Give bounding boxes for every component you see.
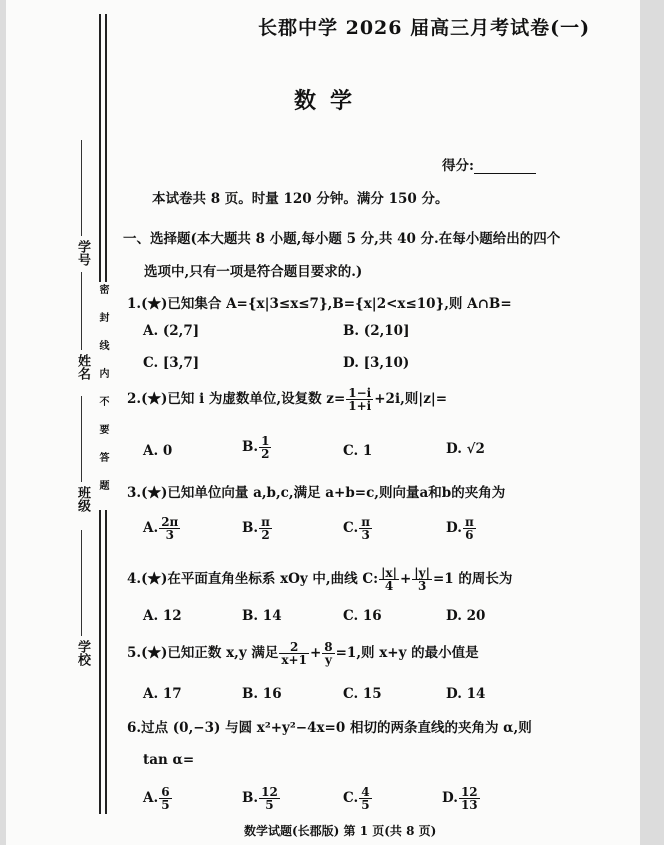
q6-option-a[interactable]: A. $\frac{6}{5}$ xyxy=(143,785,170,812)
exam-info: 本试卷共 8 页。时量 120 分钟。满分 150 分。 xyxy=(152,191,449,207)
name-line xyxy=(81,272,82,350)
question-4-stem: 4.(★)在平面直角坐标系 xOy 中,曲线 C: $\frac{|x|}{4}$ + $\frac{|y|}{3}$ =1 的周长为 xyxy=(127,566,513,593)
exam-page xyxy=(6,0,640,845)
question-3-stem: 3.(★)已知单位向量 a,b,c,满足 a+b=c,则向量a和b的夹角为 xyxy=(127,485,506,501)
q2-stem-post: +2i,则|z|= xyxy=(374,391,448,407)
q2-stem-pre: 2.(★)已知 i 为虚数单位,设复数 z= xyxy=(127,391,346,407)
q1-option-a[interactable]: A. (2,7] xyxy=(143,323,200,339)
class-label: 班级 xyxy=(75,486,90,512)
question-6-stem-cont: tan α= xyxy=(143,752,195,768)
question-1-stem: 1.(★)已知集合 A={x|3≤x≤7},B={x|2<x≤10},则 A∩B= xyxy=(127,296,512,312)
student-id-line xyxy=(81,140,82,236)
q4-option-b[interactable]: B. 14 xyxy=(242,608,282,624)
exam-title: 长郡中学 2026 届高三月考试卷(一) xyxy=(258,17,591,39)
q1-option-c[interactable]: C. [3,7] xyxy=(143,355,200,371)
q1-option-d[interactable]: D. [3,10) xyxy=(343,355,410,371)
q2-option-c[interactable]: C. 1 xyxy=(343,443,373,459)
score-label: 得分: xyxy=(442,158,474,174)
q6-option-c[interactable]: C. $\frac{4}{5}$ xyxy=(343,785,370,812)
q3-option-d[interactable]: D. $\frac{\pi}{6}$ xyxy=(446,515,474,542)
section-title-cont: 选项中,只有一项是符合题目要求的.) xyxy=(144,264,363,280)
name-label: 姓名 xyxy=(75,354,90,380)
q5-option-c[interactable]: C. 15 xyxy=(343,686,382,702)
q4-option-a[interactable]: A. 12 xyxy=(143,608,182,624)
q1-option-b[interactable]: B. (2,10] xyxy=(343,323,410,339)
score-blank[interactable] xyxy=(474,159,536,174)
q5-option-d[interactable]: D. 14 xyxy=(446,686,486,702)
student-id-label: 学号 xyxy=(75,240,90,266)
school-line xyxy=(81,530,82,636)
score-field[interactable] xyxy=(442,154,536,174)
question-6-stem: 6.过点 (0,−3) 与圆 x²+y²−4x=0 相切的两条直线的夹角为 α,则 xyxy=(127,720,532,736)
q6-option-b[interactable]: B. $\frac{12}{5}$ xyxy=(242,785,278,812)
q4-option-d[interactable]: D. 20 xyxy=(446,608,486,624)
question-2-stem xyxy=(127,387,447,412)
q6-option-d[interactable]: D. $\frac{12}{13}$ xyxy=(442,785,478,812)
q3-option-c[interactable]: C. $\frac{\pi}{3}$ xyxy=(343,515,371,542)
q4-option-c[interactable]: C. 16 xyxy=(343,608,382,624)
q2-fraction: $\frac{1-i}{1+i}$ xyxy=(348,386,372,413)
q2-option-d[interactable]: D. √2 xyxy=(446,441,485,457)
section-title: 一、选择题(本大题共 8 小题,每小题 5 分,共 40 分.在每小题给出的四个 xyxy=(123,231,561,247)
page-footer: 数学试题(长郡版) 第 1 页(共 8 页) xyxy=(244,824,437,838)
q3-option-a[interactable]: A. $\frac{2\pi}{3}$ xyxy=(143,515,179,542)
q2-option-a[interactable]: A. 0 xyxy=(143,443,173,459)
seal-warning: 密封线内不要答题 xyxy=(97,284,108,508)
class-line xyxy=(81,396,82,482)
q2-option-b[interactable]: B. $\frac{1}{2}$ xyxy=(242,434,270,461)
q3-option-b[interactable]: B. $\frac{\pi}{2}$ xyxy=(242,515,270,542)
q5-option-a[interactable]: A. 17 xyxy=(143,686,182,702)
subject-title: 数学 xyxy=(294,88,367,114)
school-label: 学校 xyxy=(75,640,90,666)
question-5-stem: 5.(★)已知正数 x,y 满足 $\frac{2}{x+1}$ + $\frac{8}{y}$ =1,则 x+y 的最小值是 xyxy=(127,640,479,667)
q5-option-b[interactable]: B. 16 xyxy=(242,686,282,702)
